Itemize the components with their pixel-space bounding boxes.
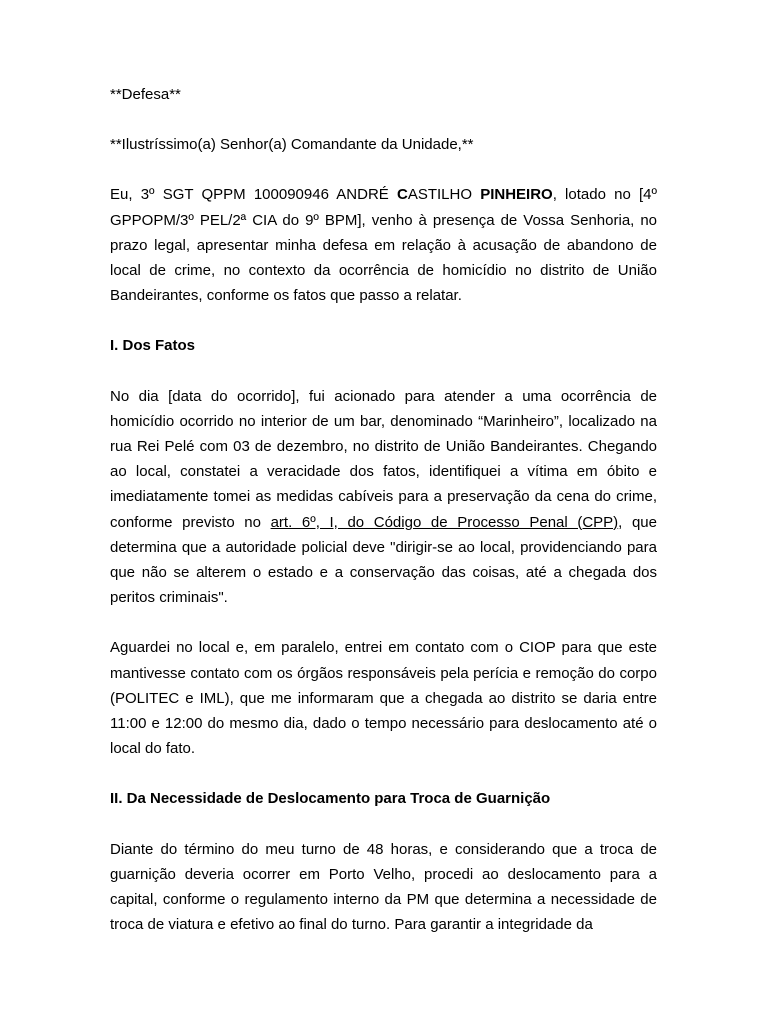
intro-text-start: Eu, 3º SGT QPPM 100090946 ANDRÉ	[110, 186, 397, 204]
document-title-line: **Defesa**	[110, 86, 181, 103]
cpp-reference-link[interactable]: art. 6º, I, do Código de Processo Penal (CPP)	[270, 513, 619, 531]
intro-text-end: , lotado no [4º GPPOPM/3º PEL/2ª CIA do 9º BPM], venho à presença de Vossa Senhoria, no prazo legal, apresentar minha defesa em relação à acusação de abandono de local de crime, no contexto da ocorrência de homicídio no distrito de União Bandeirantes, conforme os fatos que passo a relatar.	[110, 186, 657, 305]
name-last: PINHEIRO	[480, 186, 553, 204]
name-initial: C	[396, 186, 408, 204]
section-heading-deslocamento: II. Da Necessidade de Deslocamento para Troca de Guarnição	[110, 790, 551, 808]
name-middle: ASTILHO	[407, 186, 481, 204]
salutation: **Ilustríssimo(a) Senhor(a) Comandante da Unidade,**	[110, 136, 474, 154]
fatos-text-end: , que determina que a autoridade policial deve "dirigir-se ao local, providenciando para que não se alterem o estado e a conservação das coisas, até a chegada dos peritos criminais".	[110, 513, 657, 607]
fatos-paragraph-1	[110, 384, 657, 611]
document-page	[110, 82, 657, 962]
intro-paragraph	[110, 182, 657, 308]
deslocamento-paragraph-1: Diante do término do meu turno de 48 horas, e considerando que a troca de guarnição deveria ocorrer em Porto Velho, procedi ao deslocamento para a capital, conforme o regulamento interno da PM que determina a necessidade de troca de viatura e efetivo ao final do turno. Para garantir a integridade da	[110, 840, 657, 934]
fatos-paragraph-2: Aguardei no local e, em paralelo, entrei em contato com o CIOP para que este mantivesse contato com os órgãos responsáveis pela perícia e remoção do corpo (POLITEC e IML), que me informaram que a chegada ao distrito se daria entre 11:00 e 12:00 do mesmo dia, dado o tempo necessário para deslocamento até o local do fato.	[110, 639, 657, 758]
fatos-text-start: No dia [data do ocorrido], fui acionado para atender a uma ocorrência de homicídio ocorrido no interior de um bar, denominado “Marinheiro”, localizado na rua Rei Pelé com 03 de dezembro, no distrito de União Bandeirantes. Chegando ao local, constatei a veracidade dos fatos, identifiquei a vítima em óbito e imediatamente tomei as medidas cabíveis para a preservação da cena do crime, conforme previsto no	[110, 387, 657, 531]
section-heading-fatos: I. Dos Fatos	[110, 337, 196, 355]
